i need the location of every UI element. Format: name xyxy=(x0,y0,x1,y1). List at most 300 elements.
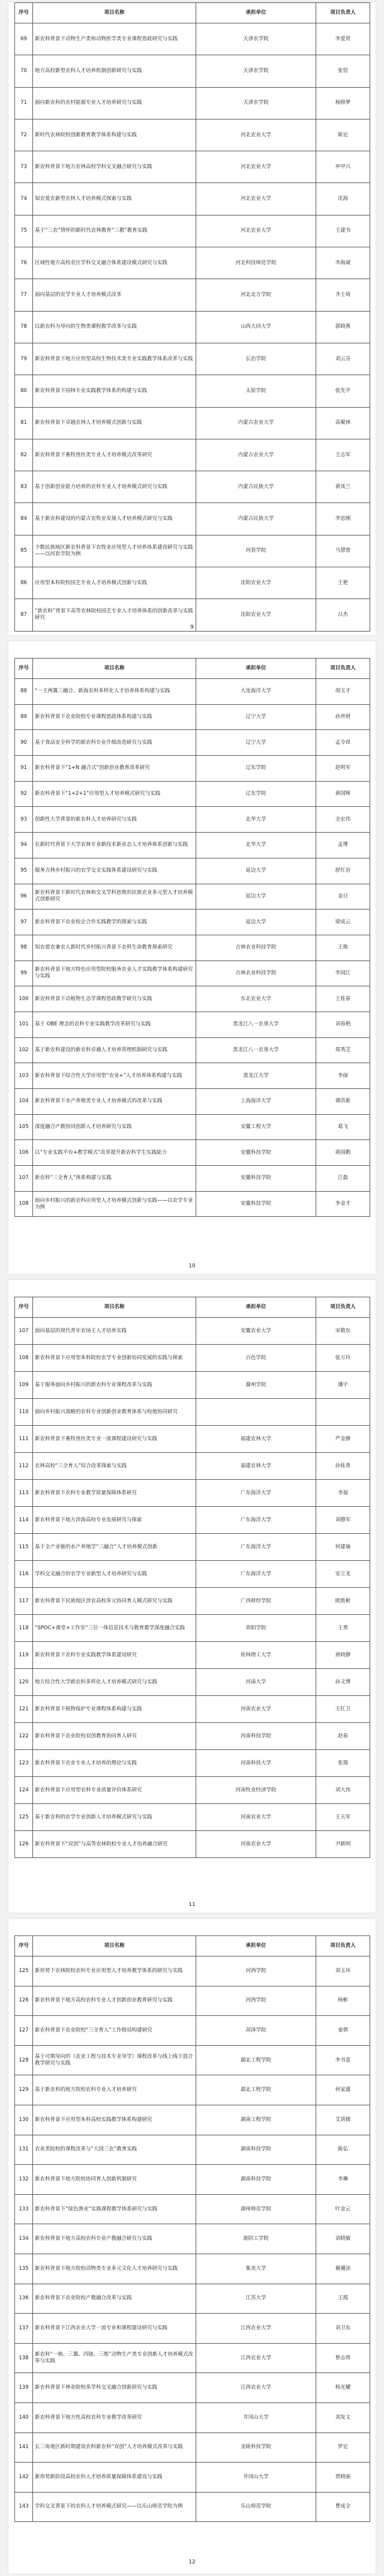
leader-cell: 李金才 xyxy=(316,1191,370,1217)
table-header-row xyxy=(15,659,370,679)
project-name-cell: 新农科背景下地方涉海高校专业发展研究与探索 xyxy=(33,1507,196,1534)
unit-cell: 井冈山大学 xyxy=(196,2403,316,2433)
project-name-cell: 长三角地区新时期建设农科新农科“双创”人才培养模式改革与实践 xyxy=(33,2433,196,2463)
leader-cell: 谭洪新 xyxy=(316,1089,370,1115)
table-row xyxy=(15,935,370,961)
table-row xyxy=(15,279,370,311)
project-name-cell: “SPOC+课堂+工作室”三位一体信息技术与教育教学深度融合实践 xyxy=(33,1615,196,1642)
table-row xyxy=(15,471,370,503)
page-1-table-wrap xyxy=(14,2,370,632)
unit-cell: 淮阴工学院 xyxy=(196,2224,316,2254)
seq-cell: 143 xyxy=(15,2492,33,2522)
seq-cell: 82 xyxy=(15,439,33,471)
leader-cell: 杨彬 xyxy=(316,1986,370,2016)
unit-cell: 天津农学院 xyxy=(196,87,316,119)
table-row xyxy=(15,1012,370,1037)
unit-cell: 延边大学 xyxy=(196,858,316,884)
table-row xyxy=(15,1166,370,1192)
table-row xyxy=(15,704,370,730)
project-name-cell: 农业类院校的课程改革与“大国三农”教育实践 xyxy=(33,2135,196,2165)
table-row xyxy=(15,833,370,858)
leader-cell: 江磊 xyxy=(316,1166,370,1192)
table-row xyxy=(15,1588,370,1615)
seq-cell: 140 xyxy=(15,2403,33,2433)
unit-cell: 福建农林大学 xyxy=(196,1453,316,1480)
project-name-cell: “新农科”背景下高等农林院校园艺专业人才培养体系的创新改革与实践研究 xyxy=(33,599,196,631)
table-row xyxy=(15,2075,370,2105)
table-row xyxy=(15,2254,370,2284)
project-name-cell: 少数民族地区新农科背景下农牧业应用型人才培养体系建设研究与实践——以河套学院为例 xyxy=(33,535,196,567)
header-unit: 承担单位 xyxy=(196,3,316,23)
unit-cell: 内蒙古民族大学 xyxy=(196,471,316,503)
leader-cell: 孙文博 xyxy=(316,1669,370,1696)
unit-cell: 广东海洋大学 xyxy=(196,1534,316,1561)
table-row xyxy=(15,1750,370,1777)
leader-cell: 李爱贤 xyxy=(316,23,370,55)
seq-cell: 94 xyxy=(15,833,33,858)
seq-cell: 124 xyxy=(15,1777,33,1804)
project-name-cell: 基于新农科建设的新农科卓越人才培养管理机制研究与实践 xyxy=(33,1037,196,1063)
table-row xyxy=(15,2463,370,2493)
table-row xyxy=(15,961,370,986)
unit-cell: 井冈山大学 xyxy=(196,2463,316,2493)
unit-cell: 广西财经学院 xyxy=(196,1588,316,1615)
leader-cell: 李琳 xyxy=(316,2165,370,2195)
unit-cell: 黑龙江大学 xyxy=(196,1063,316,1089)
leader-cell: 陈宏 xyxy=(316,119,370,151)
project-name-cell: 面向新农科的农村能源专业人才培养研究与实践 xyxy=(33,87,196,119)
seq-cell: 70 xyxy=(15,55,33,87)
leader-cell: 杨修梦 xyxy=(316,87,370,119)
document-page-3 xyxy=(8,1280,376,1913)
unit-cell: 沈阳农业大学 xyxy=(196,567,316,599)
project-name-cell: 农林高校“三全育人”综合改革探索与实践 xyxy=(33,1453,196,1480)
unit-cell: 黑龙江八一农垦大学 xyxy=(196,1012,316,1037)
document-page-4 xyxy=(8,1919,376,2574)
leader-cell: 王桂春 xyxy=(316,986,370,1012)
leader-cell: 孙桂香 xyxy=(316,1453,370,1480)
leader-cell: 陈弘 xyxy=(316,2135,370,2165)
project-name-cell: 新农科背景下水产养殖类专业人才培养模式的改革与实践 xyxy=(33,1089,196,1115)
leader-cell: 齐士琦 xyxy=(316,279,370,311)
unit-cell: 安徽科技学院 xyxy=(196,1166,316,1192)
seq-cell: 130 xyxy=(15,2105,33,2135)
unit-cell: 河西学院 xyxy=(196,1956,316,1986)
project-name-cell: 新时代农林院校创新教育教学体系构建与实践 xyxy=(33,119,196,151)
seq-cell: 102 xyxy=(15,1037,33,1063)
seq-cell: 104 xyxy=(15,1089,33,1115)
seq-cell: 110 xyxy=(15,1399,33,1426)
seq-cell: 139 xyxy=(15,2373,33,2403)
unit-cell: 滁州学院 xyxy=(196,1372,316,1399)
project-table-2 xyxy=(14,658,370,1217)
table-row xyxy=(15,1399,370,1426)
leader-cell: 谢潮添 xyxy=(316,2254,370,2284)
table-row xyxy=(15,1318,370,1345)
table-row xyxy=(15,1723,370,1750)
unit-cell: 河北农业大学 xyxy=(196,151,316,183)
leader-cell: 刘晓敏 xyxy=(316,2224,370,2254)
seq-cell: 134 xyxy=(15,2224,33,2254)
unit-cell: 河南科技学院 xyxy=(196,1723,316,1750)
leader-cell: 王天军 xyxy=(316,1804,370,1831)
project-name-cell: 新农科背景下畜牧兽医类专业人才培养模式改革研究 xyxy=(33,439,196,471)
unit-cell: 湖州师范学院 xyxy=(196,2194,316,2224)
project-name-cell: 新农科背景下动植物生态学课程思政教学研究与实践 xyxy=(33,986,196,1012)
seq-cell: 125 xyxy=(15,1956,33,1986)
header-lead: 项目负责人 xyxy=(316,1936,370,1956)
unit-cell: 湖南工程学院 xyxy=(196,2105,316,2135)
table-row xyxy=(15,2343,370,2373)
page-2-table-wrap xyxy=(14,658,370,1217)
unit-cell: 吉林农业科技学院 xyxy=(196,961,316,986)
table-row xyxy=(15,1191,370,1217)
header-name: 项目名称 xyxy=(33,659,196,679)
seq-cell: 89 xyxy=(15,704,33,730)
seq-cell: 108 xyxy=(15,1345,33,1372)
table-row xyxy=(15,2105,370,2135)
table-row xyxy=(15,1986,370,2016)
seq-cell: 105 xyxy=(15,1114,33,1140)
leader-cell: 张先平 xyxy=(316,375,370,407)
project-name-cell: 基于新农科的农学专业创新人才培养模式研究与实践 xyxy=(33,1804,196,1831)
project-name-cell: 以“专业实践平台+教学模式”改革提升新农科学生实践能力 xyxy=(33,1140,196,1166)
leader-cell: 姜倩 xyxy=(316,2016,370,2046)
unit-cell: 河南农业大学 xyxy=(196,1696,316,1723)
unit-cell: 金陵科技学院 xyxy=(196,2433,316,2463)
seq-cell: 109 xyxy=(15,1372,33,1399)
project-name-cell: 新农科背景下地方院校协同育人创新机制研究 xyxy=(33,2165,196,2195)
seq-cell: 119 xyxy=(15,1642,33,1669)
seq-cell: 131 xyxy=(15,2135,33,2165)
project-name-cell: 新农科背景下卓越农林人才培养模式创新与实践 xyxy=(33,407,196,439)
header-seq: 序号 xyxy=(15,1297,33,1318)
project-name-cell: 新农科背景下民族地区涉农高校多元协同育人模式研究与实践 xyxy=(33,1588,196,1615)
seq-cell: 86 xyxy=(15,567,33,599)
project-name-cell: 学科交叉融合的农学专业新型人才培养研究与实践 xyxy=(33,1561,196,1588)
header-seq: 序号 xyxy=(15,659,33,679)
table-row xyxy=(15,119,370,151)
leader-cell: 黄国辉 xyxy=(316,781,370,807)
project-name-cell: 新农科背景下地方农林高校学科交叉融合研究与实践 xyxy=(33,151,196,183)
table-row xyxy=(15,1140,370,1166)
unit-cell: 湖北工程学院 xyxy=(196,2075,316,2105)
leader-cell: 王勇 xyxy=(316,1615,370,1642)
project-name-cell: 基于全产业链的水产养殖学“三融合”人才培养模式创新 xyxy=(33,1534,196,1561)
header-name: 项目名称 xyxy=(33,1936,196,1956)
table-row xyxy=(15,2224,370,2254)
leader-cell: 刘德军 xyxy=(316,1507,370,1534)
leader-cell: 张瑞 xyxy=(316,1750,370,1777)
unit-cell: 安徽工程大学 xyxy=(196,1114,316,1140)
leader-cell: 马慧慈 xyxy=(316,535,370,567)
project-name-cell: 新农科背景下园林专业实践教学体系的构建与实践 xyxy=(33,375,196,407)
leader-cell: 黄凤兰 xyxy=(316,471,370,503)
header-unit: 承担单位 xyxy=(196,1936,316,1956)
unit-cell: 河南牧业经济学院 xyxy=(196,1777,316,1804)
leader-cell: 王霞 xyxy=(316,2284,370,2314)
table-header-row xyxy=(15,1936,370,1956)
seq-cell: 75 xyxy=(15,215,33,247)
seq-cell: 71 xyxy=(15,87,33,119)
leader-cell: 罗宏 xyxy=(316,2433,370,2463)
project-name-cell: 新农科背景下动物生产类和动物医学类专业课程思政研究与实践 xyxy=(33,23,196,55)
seq-cell: 93 xyxy=(15,807,33,833)
project-name-cell: 地方高校新型农科人才培养机制创新研究与实践 xyxy=(33,55,196,87)
seq-cell: 127 xyxy=(15,2016,33,2046)
page-4-table-wrap xyxy=(14,1935,370,2522)
leader-cell: 申甲兴 xyxy=(316,151,370,183)
project-name-cell: 新农科背景下农科专业实践教学体系建设研究 xyxy=(33,1642,196,1669)
unit-cell: 东北农业大学 xyxy=(196,986,316,1012)
table-row xyxy=(15,247,370,279)
table-row xyxy=(15,2194,370,2224)
leader-cell: 贾晓丽 xyxy=(316,2463,370,2493)
table-row xyxy=(15,909,370,935)
leader-cell: 王志军 xyxy=(316,439,370,471)
table-body xyxy=(15,1318,370,1858)
project-name-cell: 新农科背景下农业院校产教融合改革与实践 xyxy=(33,2284,196,2314)
seq-cell: 136 xyxy=(15,2284,33,2314)
table-row xyxy=(15,1534,370,1561)
unit-cell: 延边大学 xyxy=(196,884,316,909)
table-row xyxy=(15,1777,370,1804)
table-row xyxy=(15,807,370,833)
seq-cell: 121 xyxy=(15,1696,33,1723)
leader-cell: 舒红岩 xyxy=(316,858,370,884)
leader-cell: 孟博 xyxy=(316,833,370,858)
unit-cell: 河南农业大学 xyxy=(196,1804,316,1831)
seq-cell: 113 xyxy=(15,1480,33,1507)
seq-cell: 112 xyxy=(15,1453,33,1480)
leader-cell: 唐晓静 xyxy=(316,1642,370,1669)
unit-cell: 黑龙江八一农垦大学 xyxy=(196,1037,316,1063)
unit-cell: 湖南科技学院 xyxy=(196,2165,316,2195)
project-name-cell: 地方综合性大学新农科多样化人才培养模式研究与实践 xyxy=(33,1669,196,1696)
unit-cell: 江西农业大学 xyxy=(196,2314,316,2344)
project-name-cell: 新农科背景下“绿色渔业”实践课程教学体系研究与实践 xyxy=(33,2194,196,2224)
header-seq: 序号 xyxy=(15,1936,33,1956)
table-header-row xyxy=(15,1297,370,1318)
seq-cell: 123 xyxy=(15,1750,33,1777)
table-row xyxy=(15,986,370,1012)
project-name-cell: 以新农科为导向的生物类课程教学改革与实践 xyxy=(33,311,196,343)
table-row xyxy=(15,503,370,535)
seq-cell: 133 xyxy=(15,2194,33,2224)
table-row xyxy=(15,407,370,439)
unit-cell: 广东海洋大学 xyxy=(196,1561,316,1588)
seq-cell: 116 xyxy=(15,1561,33,1588)
table-row xyxy=(15,1114,370,1140)
header-seq: 序号 xyxy=(15,3,33,23)
leader-cell: 郑秀芝 xyxy=(316,1037,370,1063)
unit-cell: 内蒙古民族大学 xyxy=(196,503,316,535)
unit-cell: 辽宁大学 xyxy=(196,730,316,756)
project-name-cell: 新农科背景下综合性大学应用型“农业+”人才培养体系构建与实践 xyxy=(33,1063,196,1089)
header-unit: 承担单位 xyxy=(196,1297,316,1318)
unit-cell: 北华大学 xyxy=(196,807,316,833)
unit-cell: 桂林理工大学 xyxy=(196,1642,316,1669)
leader-cell: 孙世财 xyxy=(316,704,370,730)
leader-cell: 尹新明 xyxy=(316,1831,370,1858)
unit-cell: 太原学院 xyxy=(196,375,316,407)
seq-cell: 107 xyxy=(15,1166,33,1192)
leader-cell: 赵春 xyxy=(316,1723,370,1750)
table-row xyxy=(15,2016,370,2046)
unit-cell: 河北北方学院 xyxy=(196,279,316,311)
table-row xyxy=(15,1561,370,1588)
seq-cell: 107 xyxy=(15,1318,33,1345)
leader-cell: 全宏伟 xyxy=(316,807,370,833)
table-row xyxy=(15,1615,370,1642)
seq-cell: 106 xyxy=(15,1140,33,1166)
unit-cell: 广东海洋大学 xyxy=(196,1480,316,1507)
leader-cell: 王焕 xyxy=(316,935,370,961)
table-body xyxy=(15,679,370,1217)
project-table-4 xyxy=(14,1935,370,2522)
unit-cell: 安徽科技学院 xyxy=(196,1140,316,1166)
unit-cell: 辽宁大学 xyxy=(196,704,316,730)
seq-cell: 84 xyxy=(15,503,33,535)
unit-cell: 吉林农业科技学院 xyxy=(196,935,316,961)
unit-cell: 湖南科技学院 xyxy=(196,2135,316,2165)
table-row xyxy=(15,2492,370,2522)
seq-cell: 126 xyxy=(15,1986,33,2016)
table-row xyxy=(15,1696,370,1723)
table-row xyxy=(15,311,370,343)
project-name-cell: 新农科背景下植物保护专业课程体系构建与实践 xyxy=(33,1696,196,1723)
project-name-cell: 新农科背景下畜牧兽医类专业一流课程建设研究与实践 xyxy=(33,1426,196,1453)
project-name-cell: 基于新农科的地方院校农科专业人才培养研究 xyxy=(33,2075,196,2105)
seq-cell: 126 xyxy=(15,1831,33,1858)
project-name-cell: 服务吉林乡村振兴的农学交叉实践体系建设研究与实践 xyxy=(33,858,196,884)
unit-cell: 河套学院 xyxy=(196,535,316,567)
table-row xyxy=(15,535,370,567)
leader-cell: 刘玉环 xyxy=(316,1956,370,1986)
unit-cell: 河北农业大学 xyxy=(196,119,316,151)
leader-cell: 欧胜彬 xyxy=(316,1588,370,1615)
table-row xyxy=(15,439,370,471)
project-name-cell: 新农科背景下地方高校农科专业产教融合研究与实践 xyxy=(33,2224,196,2254)
seq-cell: 77 xyxy=(15,279,33,311)
seq-cell: 97 xyxy=(15,909,33,935)
unit-cell: 天津农学院 xyxy=(196,23,316,55)
table-row xyxy=(15,884,370,909)
project-name-cell: 新农科背景下地方院校动物类专业多元文化人才培养研究与实践 xyxy=(33,2254,196,2284)
project-table-1 xyxy=(14,2,370,632)
header-name: 项目名称 xyxy=(33,3,196,23)
project-name-cell: 新农科背景下地方高校农科专业人才创新创业教育研究与实践 xyxy=(33,1986,196,2016)
leader-cell: 李海斌 xyxy=(316,247,370,279)
table-row xyxy=(15,23,370,55)
header-name: 项目名称 xyxy=(33,1297,196,1318)
leader-cell: 安立龙 xyxy=(316,1561,370,1588)
page-number: 12 xyxy=(188,2559,196,2565)
header-unit: 承担单位 xyxy=(196,659,316,679)
table-row xyxy=(15,1372,370,1399)
project-name-cell: 新农科背景下应用型本科院校农学专业创新协同发展的实践与探索 xyxy=(33,1345,196,1372)
unit-cell: 湖北工程学院 xyxy=(196,2045,316,2075)
project-name-cell: 新农科“一核、三翼、四链、三维”动物生产类专业创新人才培养模式改革与实践 xyxy=(33,2343,196,2373)
project-name-cell: 新农科背景下农业专业人才培养的理论与实践 xyxy=(33,1750,196,1777)
table-row xyxy=(15,1037,370,1063)
project-name-cell: 基于新农科建设的内蒙古农牧业发展人才培养模式研究与实践 xyxy=(33,503,196,535)
page-number: 11 xyxy=(188,1902,196,1908)
leader-cell: 高聚林 xyxy=(316,407,370,439)
project-name-cell: 面向基层的农学专业人才培养模式改革 xyxy=(33,279,196,311)
project-name-cell: “一主两翼三融合、新海农科多样化人才培养体系构建与实践 xyxy=(33,679,196,705)
leader-cell: 李忠刚 xyxy=(316,503,370,535)
page-number: 10 xyxy=(188,1263,196,1269)
unit-cell: 北华大学 xyxy=(196,833,316,858)
table-row xyxy=(15,1642,370,1669)
unit-cell: 贵阳学院 xyxy=(196,1615,316,1642)
seq-cell: 69 xyxy=(15,23,33,55)
leader-cell: 张万玲 xyxy=(316,1345,370,1372)
unit-cell: 安徽科技学院 xyxy=(196,1191,316,1217)
project-name-cell: 新形势下农林院校农科专业应用型人才培养教学体系的研究与实践 xyxy=(33,1956,196,1986)
table-row xyxy=(15,343,370,375)
table-row xyxy=(15,1669,370,1696)
table-row xyxy=(15,1426,370,1453)
table-row xyxy=(15,2403,370,2433)
unit-cell: 广东海洋大学 xyxy=(196,1507,316,1534)
leader-cell: 赵明军 xyxy=(316,756,370,782)
unit-cell: 河北农业大学 xyxy=(196,183,316,215)
unit-cell: 河西学院 xyxy=(196,1986,316,2016)
unit-cell: 河北科技师范学院 xyxy=(196,247,316,279)
leader-cell: 宋敬东 xyxy=(316,1318,370,1345)
table-row xyxy=(15,2045,370,2075)
table-row xyxy=(15,781,370,807)
leader-cell: 金日 xyxy=(316,884,370,909)
project-name-cell: 基于可期导向的《农业工程与技术专业导学》课程改革与线上线下混合教学研究与实践 xyxy=(33,2045,196,2075)
project-name-cell: 新农科背景下应用型本科高校实践教学体系构建研究 xyxy=(33,2105,196,2135)
leader-cell: 严金静 xyxy=(316,1426,370,1453)
leader-cell: 刘卫东 xyxy=(316,2314,370,2344)
leader-cell: 刘春艳 xyxy=(316,1012,370,1037)
table-row xyxy=(15,375,370,407)
leader-cell: 曹成全 xyxy=(316,2492,370,2522)
seq-cell: 115 xyxy=(15,1534,33,1561)
project-name-cell: 面向基层的现代青年农场主人才培养实践 xyxy=(33,1318,196,1345)
leader-cell: 吕杰 xyxy=(316,599,370,631)
unit-cell: 沈阳农业大学 xyxy=(196,599,316,631)
seq-cell: 128 xyxy=(15,2045,33,2075)
unit-cell: 百色学院 xyxy=(196,1345,316,1372)
leader-cell: 李书富 xyxy=(316,2045,370,2075)
unit-cell: 菏泽学院 xyxy=(196,2016,316,2046)
table-row xyxy=(15,1831,370,1858)
header-lead: 项目负责人 xyxy=(316,659,370,679)
seq-cell: 79 xyxy=(15,343,33,375)
seq-cell: 87 xyxy=(15,599,33,631)
seq-cell: 91 xyxy=(15,756,33,782)
table-row xyxy=(15,2165,370,2195)
leader-cell: 潘宇 xyxy=(316,1372,370,1399)
project-name-cell: 新农科背景下应用型农科专业质量评价体系研究 xyxy=(33,1777,196,1804)
leader-cell: 曾志将 xyxy=(316,2343,370,2373)
page-3-table-wrap xyxy=(14,1297,370,1858)
table-row xyxy=(15,1956,370,1986)
project-name-cell: 在新时代背景下大学农林专业新技术新业态人才培养体系创新与实践 xyxy=(33,833,196,858)
project-name-cell: 新农科背景下地方特色应用型院校服务农业人才实践教学体系构建研究与实践 xyxy=(33,961,196,986)
unit-cell xyxy=(196,1399,316,1426)
project-name-cell: 新农科背景下农业校企合作实践教学的探索与实践 xyxy=(33,909,196,935)
leader-cell: 刘云芬 xyxy=(316,343,370,375)
leader-cell: 王红卫 xyxy=(316,1696,370,1723)
project-name-cell: 应用型本科院校园艺专业人才培养模式创新与实践 xyxy=(33,567,196,599)
